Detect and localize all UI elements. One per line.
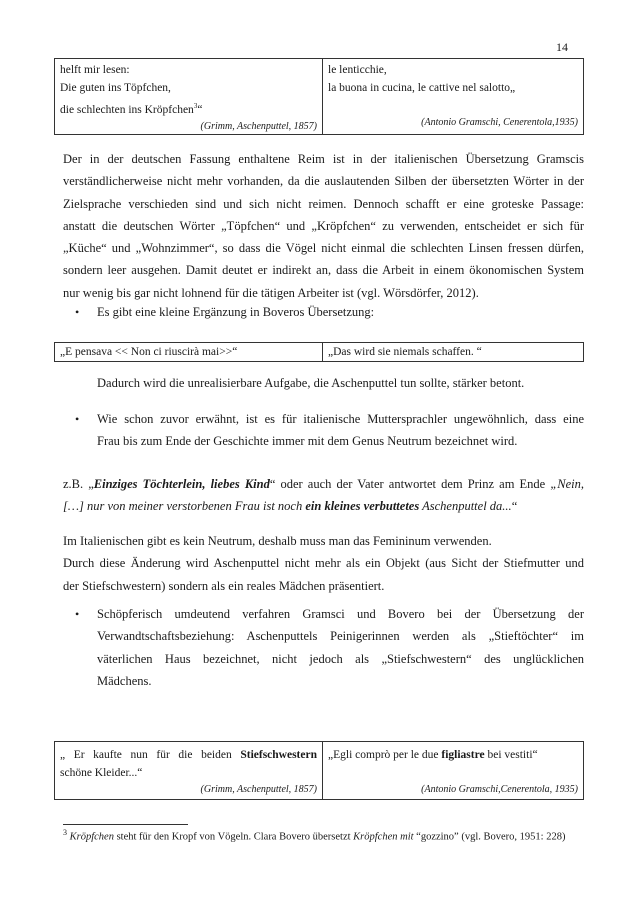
text-line: Im Italienischen gibt es kein Neutrum, deshalb muss man das Femininum verwenden.	[63, 534, 492, 548]
footnote-term: Kröpfchen	[69, 831, 114, 843]
bullet-text	[97, 408, 584, 453]
italic-quote: „Nein,	[550, 477, 584, 491]
bullet-dot: •	[75, 412, 80, 426]
text-line: Durch diese Änderung wird Aschenputtel nicht mehr als ein Objekt (aus Sicht der Stiefmutter und	[63, 556, 584, 571]
text-line: Verwandtschaftsbeziehung: Aschenputtels Peinigerinnen werden als „Stieftöchter“ im	[97, 629, 584, 644]
quote-line: helft mir lesen:	[60, 64, 130, 76]
quote-line: Die guten ins Töpfchen,	[60, 82, 171, 94]
bold-word: Stiefschwestern	[240, 749, 317, 761]
bullet-text	[97, 603, 584, 692]
quote-line	[60, 746, 317, 764]
text-line: Zielsprache verschieden sind und sich nicht reimen. Dennoch schafft er eine groteske Passage:	[63, 196, 584, 211]
footnote	[63, 828, 565, 843]
text: “ oder auch der Vater antwortet dem Prinz am Ende	[269, 477, 551, 491]
bullet-text: Es gibt eine kleine Ergänzung in Boveros Übersetzung:	[97, 305, 375, 319]
quote-line: le lenticchie,	[328, 64, 387, 76]
italic-quote: Aschenputtel da...	[419, 499, 512, 514]
bold-word: figliastre	[441, 749, 485, 761]
text-line	[63, 495, 584, 517]
footnote-text: steht für den Kropf von Vögeln. Clara Bovero übersetzt	[113, 831, 354, 843]
quote-cell-german	[55, 742, 323, 800]
quote-table-bovero	[54, 342, 584, 362]
text-line: „Küche“ und „Wohnzimmer“, so dass die Vögel nicht einmal die schlechten Linsen fressen dürfen,	[63, 241, 584, 256]
text: z.B. „	[63, 477, 94, 491]
text-line: der Stiefschwestern) sondern als ein reales Mädchen präsentiert.	[63, 578, 385, 593]
footnote-term: Kröpfchen mit	[353, 831, 414, 843]
bullet-dot: •	[75, 305, 80, 319]
bullet-dot: •	[75, 607, 80, 621]
italic-quote: […] nur von meiner verstorbenen Frau ist noch	[63, 499, 306, 514]
text: „ Er kaufte nun für die beiden	[60, 749, 241, 761]
page-number: 14	[556, 40, 568, 54]
quote-cell-german	[55, 59, 323, 135]
bold-quote: ein kleines verbuttetes	[305, 499, 420, 514]
paragraph-reim	[63, 148, 584, 304]
quote-line	[328, 746, 578, 764]
footnote-ref: 3	[193, 102, 198, 110]
footnote-rule	[63, 824, 188, 825]
quote-cell-italian	[323, 742, 584, 800]
quote-cell-german: „Das wird sie niemals schaffen. “	[323, 343, 584, 362]
footnote-text: “gozzino” (vgl. Bovero, 1951: 228)	[413, 831, 566, 843]
text-line: Der in der deutschen Fassung enthaltene Reim ist in der italienischen Übersetzung Gramscis	[63, 152, 584, 166]
text: „Egli comprò per le due	[328, 749, 442, 761]
quote-line: die schlechten ins Kröpfchen	[60, 103, 194, 116]
quote-table-stiefschwestern	[54, 741, 584, 800]
spacer	[328, 764, 578, 782]
spacer	[328, 97, 578, 115]
quote-cell-italian: „E pensava << Non ci riuscirà mai>>“	[55, 343, 323, 362]
text: bei vestiti“	[484, 749, 538, 761]
text-line: Schöpferisch umdeutend verfahren Gramsci und Bovero bei der Übersetzung der	[97, 607, 584, 621]
paragraph-neutrum	[63, 530, 584, 597]
quote-cell-italian	[323, 59, 584, 135]
indented-sentence: Dadurch wird die unrealisierbare Aufgabe, die Aschenputtel tun sollte, stärker betont.	[97, 376, 525, 390]
text-line: väterlichen Haus bezeichnet, nicht jedoch als „Stiefschwestern“ des unglücklichen	[97, 651, 584, 666]
text-line: verständlicherweise nicht mehr vorhanden, da die auslautenden Silben der übersetzten Wörter in der	[63, 174, 584, 189]
text-line: anstatt die deutschen Wörter „Töpfchen“ und „Kröpfchen“ zu verwenden, entscheidet er sich für	[63, 218, 584, 233]
text-line: Mädchens.	[97, 673, 152, 688]
quote-table-grimm-gramsci	[54, 58, 584, 135]
quote-close: “	[197, 103, 203, 116]
text-line: Frau bis zum Ende der Geschichte immer mit dem Genus Neutrum bezeichnet wird.	[97, 434, 518, 449]
citation: (Grimm, Aschenputtel, 1857)	[200, 120, 317, 132]
footnote-number: 3	[63, 828, 67, 837]
text: “	[511, 499, 518, 514]
quote-line: schöne Kleider...“	[60, 767, 143, 779]
quote-line: la buona in cucina, le cattive nel salotto„	[328, 82, 516, 94]
text-line	[63, 473, 584, 495]
example-paragraph	[63, 473, 584, 518]
citation: (Grimm, Aschenputtel, 1857)	[200, 784, 317, 795]
bold-quote: Einziges Töchterlein, liebes Kind	[93, 477, 270, 491]
text-line: Wie schon zuvor erwähnt, ist es für italienische Muttersprachler ungewöhnlich, dass eine	[97, 412, 584, 426]
quote-line-with-footnote	[60, 97, 317, 119]
citation: (Antonio Gramschi,Cenerentola, 1935)	[421, 784, 578, 795]
text-line: nur wenig bis gar nicht lohnend für die tätigen Arbeiter ist (vgl. Wörsdörfer, 2012).	[63, 285, 479, 300]
text-line: sondern leer ausgehen. Damit deutet er indirekt an, dass die Arbeit in einem ökonomischen System	[63, 263, 584, 278]
citation: (Antonio Gramschi, Cenerentola,1935)	[421, 117, 578, 128]
